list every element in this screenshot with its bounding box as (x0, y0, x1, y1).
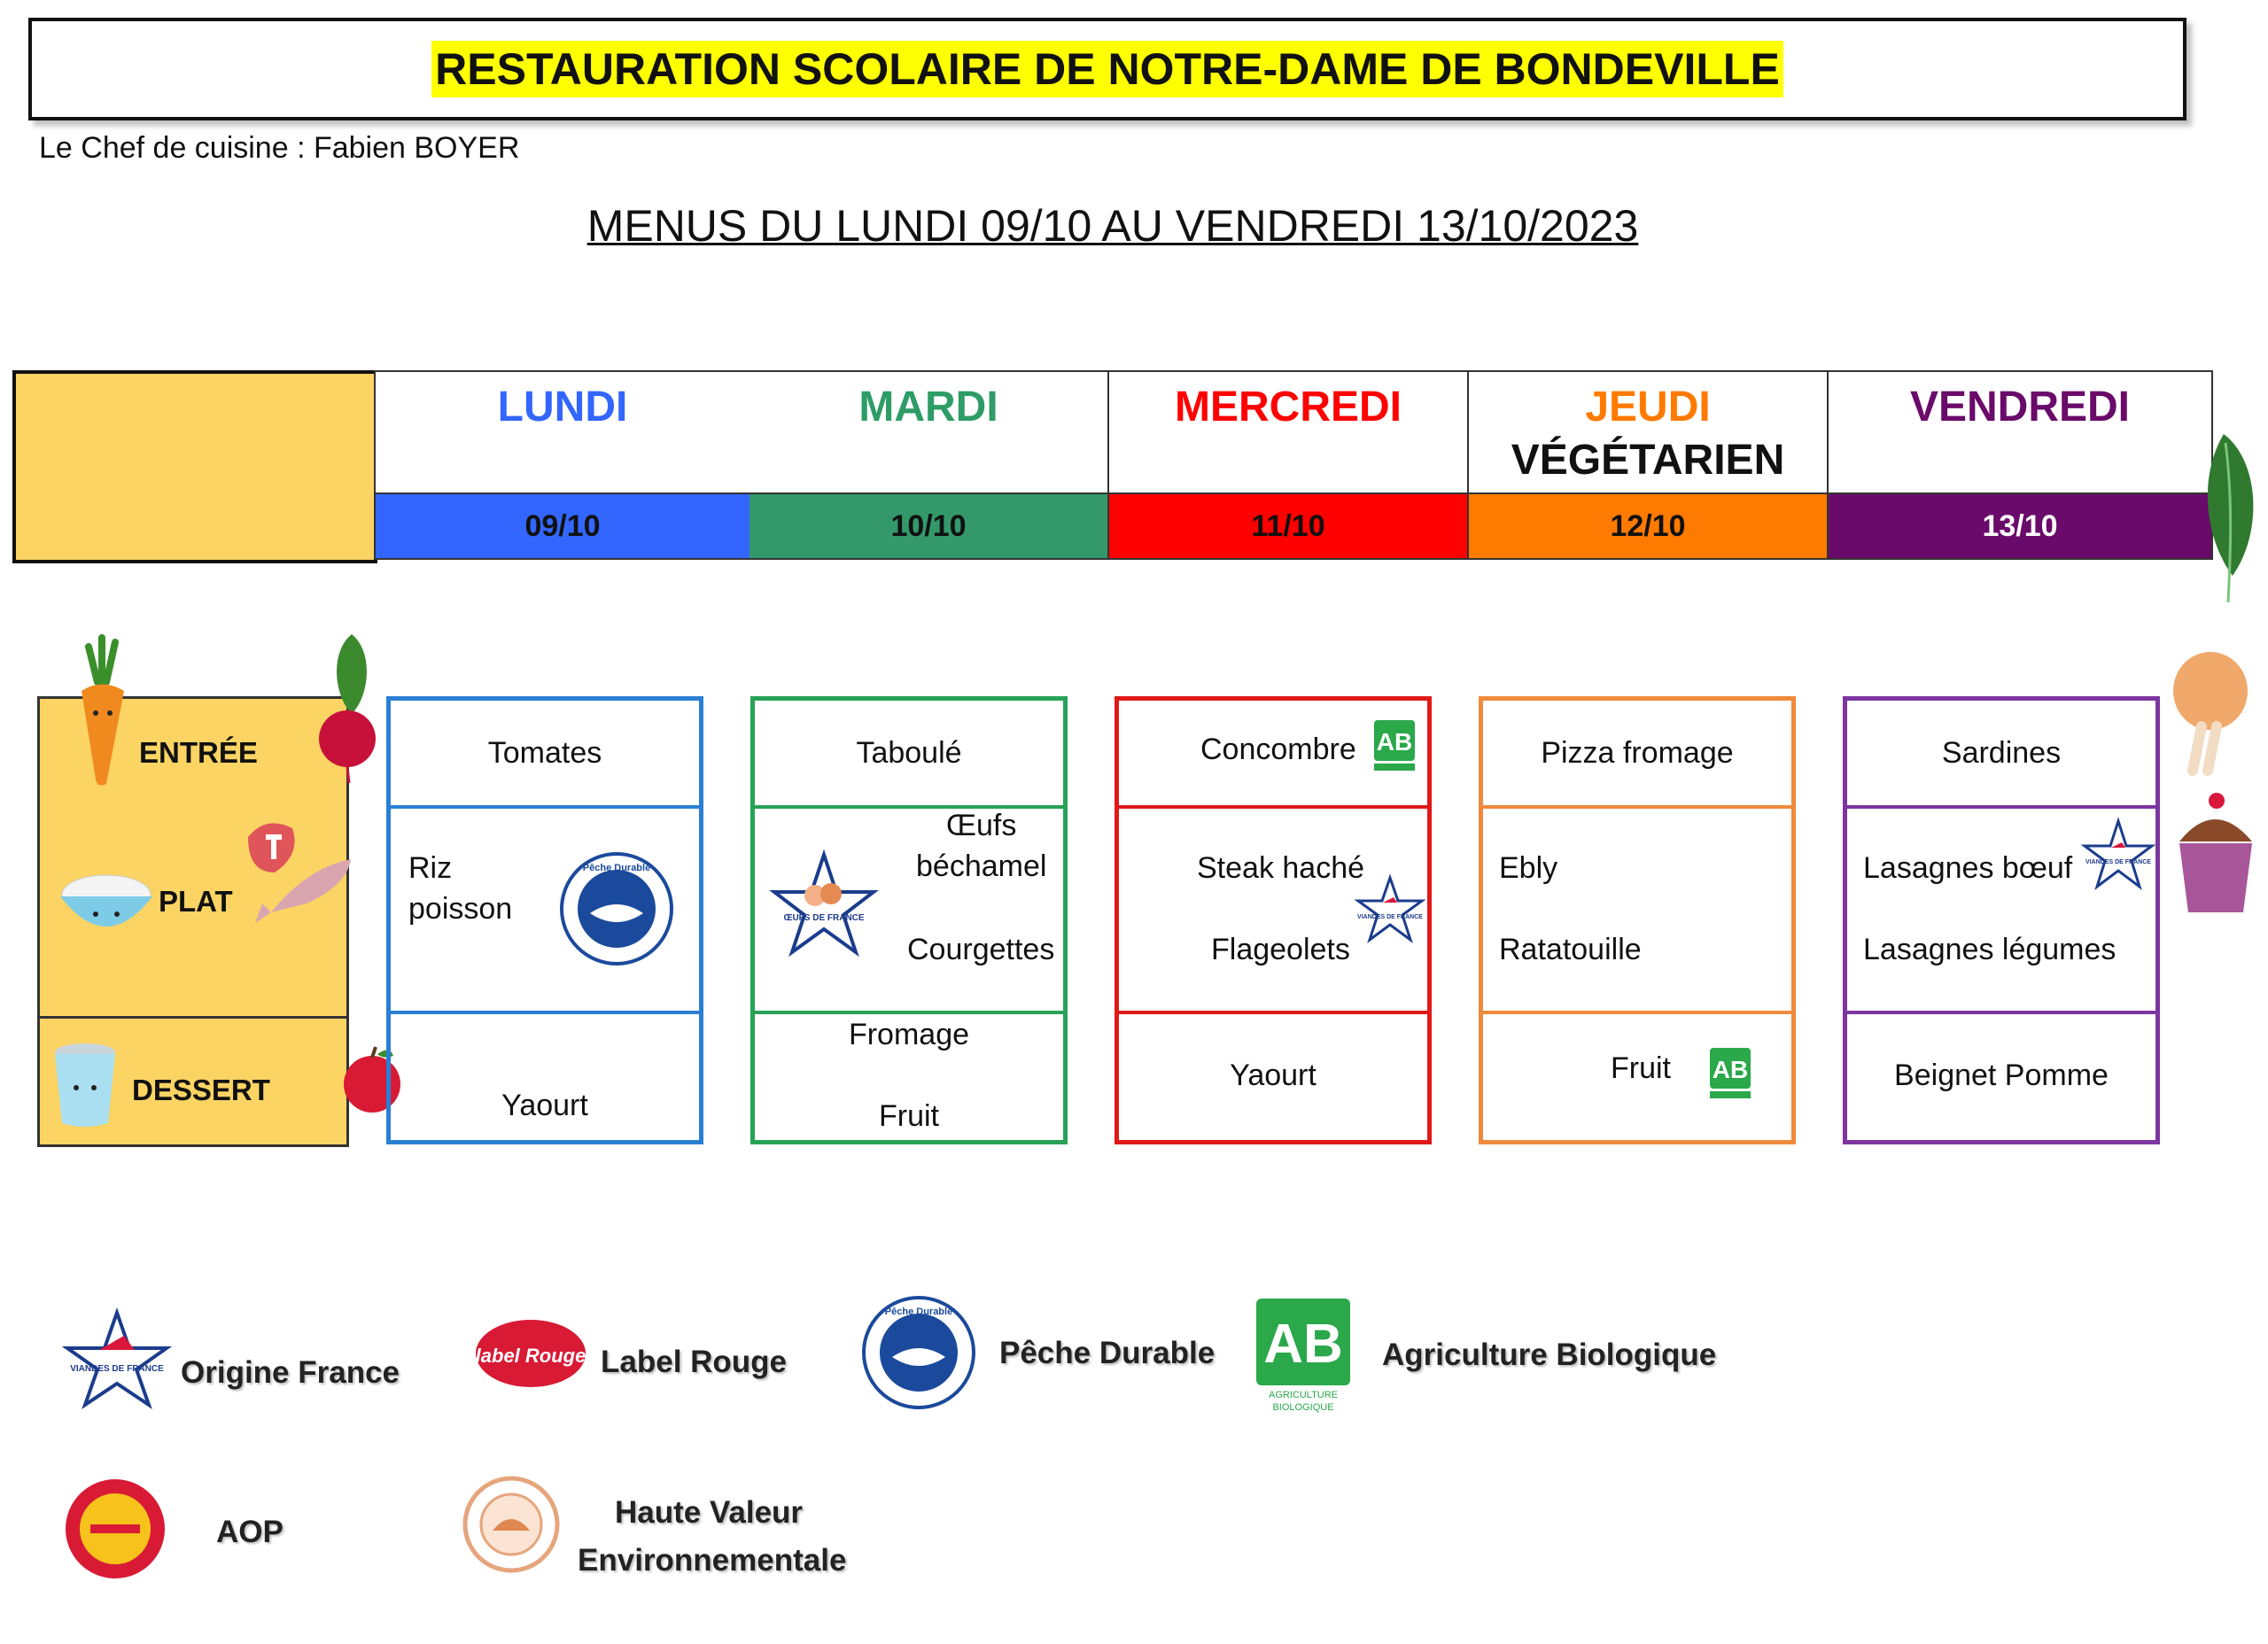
legend-hve-line2: Environnementale (578, 1543, 847, 1578)
day-name: MARDI (858, 384, 998, 430)
cupcake-icon (2171, 788, 2259, 921)
entree-cell (391, 701, 699, 805)
category-label: PLAT (159, 885, 233, 918)
title-banner (28, 18, 2186, 120)
week-title (0, 200, 2225, 252)
date-jeudi: 12/10 (1469, 492, 1829, 560)
logo-text: AB (1712, 1056, 1749, 1083)
day-header-jeudi (1469, 370, 1829, 496)
category-label: DESSERT (132, 1074, 270, 1106)
entree-item: Taboulé (856, 736, 962, 770)
dessert-cell (755, 1014, 1063, 1140)
legend-peche-durable: Pêche Durable (999, 1336, 1216, 1370)
plat-item: Ebly (1499, 851, 1558, 885)
origine-france-logo (64, 1309, 170, 1407)
entree-cell (1847, 701, 2155, 805)
date-lundi: 09/10 (374, 492, 751, 560)
plat-item: Lasagnes bœuf (1863, 851, 2073, 885)
corner-cell (12, 370, 377, 563)
dessert-item: Beignet Pomme (1894, 1059, 2109, 1092)
menu-column-jeudi (1479, 696, 1796, 1144)
date-vendredi: 13/10 (1829, 492, 2213, 560)
viandes-de-france-logo (1356, 876, 1424, 943)
menu-column-lundi (386, 696, 703, 1144)
entree-item: Sardines (1941, 736, 2062, 770)
page-title: RESTAURATION SCOLAIRE DE NOTRE-DAME DE BONDEVILLE (431, 41, 1783, 97)
agriculture-bio-logo (1256, 1299, 1350, 1414)
dessert-item: Fruit (1611, 1051, 1671, 1085)
logo-text: VIANDES DE FRANCE (1357, 914, 1423, 920)
logo-text: Pêche Durable (884, 1307, 953, 1317)
dessert-item: Yaourt (501, 1089, 588, 1122)
plat-item: béchamel (916, 849, 1047, 883)
logo-text: VIANDES DE FRANCE (2085, 859, 2151, 865)
plat-item: Lasagnes légumes (1863, 933, 2117, 966)
day-name: JEUDI (1585, 384, 1711, 430)
plat-item: Riz (408, 851, 453, 885)
yogurt-icon (50, 1035, 120, 1132)
day-header-vendredi (1829, 370, 2213, 496)
day-name: MERCREDI (1174, 384, 1402, 430)
dessert-item: Fromage (848, 1018, 970, 1051)
day-header-mardi (750, 370, 1109, 496)
plat-cell (755, 805, 1063, 1014)
logo-text: Pêche Durable (582, 863, 651, 873)
entree-cell (1483, 701, 1791, 805)
logo-text: AGRICULTURE (1268, 1390, 1339, 1400)
plat-item: poisson (408, 892, 513, 926)
logo-text: AB (1263, 1314, 1343, 1375)
plat-item: Œufs (946, 809, 1017, 842)
plat-cell (1483, 805, 1791, 1014)
legend-label-rouge: Label Rouge (601, 1345, 788, 1379)
legend-hve-line1: Haute Valeur (615, 1495, 804, 1530)
rice-bowl-icon (53, 868, 159, 939)
plat-cell (1119, 805, 1427, 1014)
entree-item: Pizza fromage (1541, 736, 1734, 770)
plat-cell (391, 805, 699, 1014)
menu-column-vendredi (1843, 696, 2160, 1144)
menu-column-mercredi (1115, 696, 1432, 1144)
category-label: ENTRÉE (139, 736, 258, 769)
entree-item: Tomates (487, 736, 602, 770)
carrot-icon (71, 629, 133, 788)
drumstick-icon (2162, 647, 2259, 779)
viandes-de-france-logo (2083, 819, 2154, 890)
day-subtitle: VÉGÉTARIEN (1511, 437, 1785, 484)
hve-logo (462, 1476, 560, 1573)
peche-durable-logo (559, 851, 674, 966)
label-rouge-logo (473, 1316, 588, 1391)
day-header-lundi (374, 370, 751, 496)
entree-item: Concombre (1200, 733, 1356, 766)
dessert-item: Fruit (879, 1099, 939, 1133)
legend-agriculture-bio: Agriculture Biologique (1382, 1338, 1717, 1372)
day-name: LUNDI (497, 384, 628, 430)
logo-text: label Rouge (475, 1345, 586, 1367)
aop-logo (64, 1477, 167, 1580)
logo-text: ŒUFS DE FRANCE (783, 913, 865, 923)
date-mercredi: 11/10 (1109, 492, 1469, 560)
day-name: VENDREDI (1909, 384, 2131, 430)
dessert-item: Yaourt (1230, 1059, 1317, 1092)
entree-cell (1119, 701, 1427, 805)
fish-icon (253, 841, 360, 930)
menu-column-mardi (750, 696, 1068, 1144)
radish-icon (312, 625, 392, 785)
logo-text: BIOLOGIQUE (1272, 1402, 1334, 1413)
day-header-mercredi (1109, 370, 1469, 496)
plat-item: Steak haché (1197, 851, 1365, 885)
dessert-cell (391, 1014, 699, 1140)
dessert-cell (1119, 1014, 1427, 1140)
oeufs-de-france-logo (771, 851, 877, 958)
week-title-text: MENUS DU LUNDI 09/10 AU VENDREDI 13/10/2023 (586, 201, 1639, 251)
chef-credit: Le Chef de cuisine : Fabien BOYER (39, 131, 520, 165)
plat-item: Ratatouille (1499, 933, 1642, 966)
plat-item: Courgettes (907, 933, 1055, 966)
date-mardi: 10/10 (750, 492, 1109, 560)
ab-logo (1374, 720, 1415, 772)
plat-item: Flageolets (1211, 933, 1350, 966)
logo-text: VIANDES DE FRANCE (70, 1364, 164, 1374)
plat-cell (1847, 805, 2155, 1014)
entree-cell (755, 701, 1063, 805)
legend-origine-france: Origine France (181, 1355, 400, 1390)
legend-aop: AOP (216, 1515, 284, 1549)
peche-durable-logo (861, 1295, 976, 1410)
logo-text: AB (1376, 728, 1413, 756)
dessert-cell (1483, 1014, 1791, 1140)
ab-logo (1710, 1048, 1751, 1099)
dessert-cell (1847, 1014, 2155, 1140)
spinach-leaf-icon (2188, 425, 2259, 611)
